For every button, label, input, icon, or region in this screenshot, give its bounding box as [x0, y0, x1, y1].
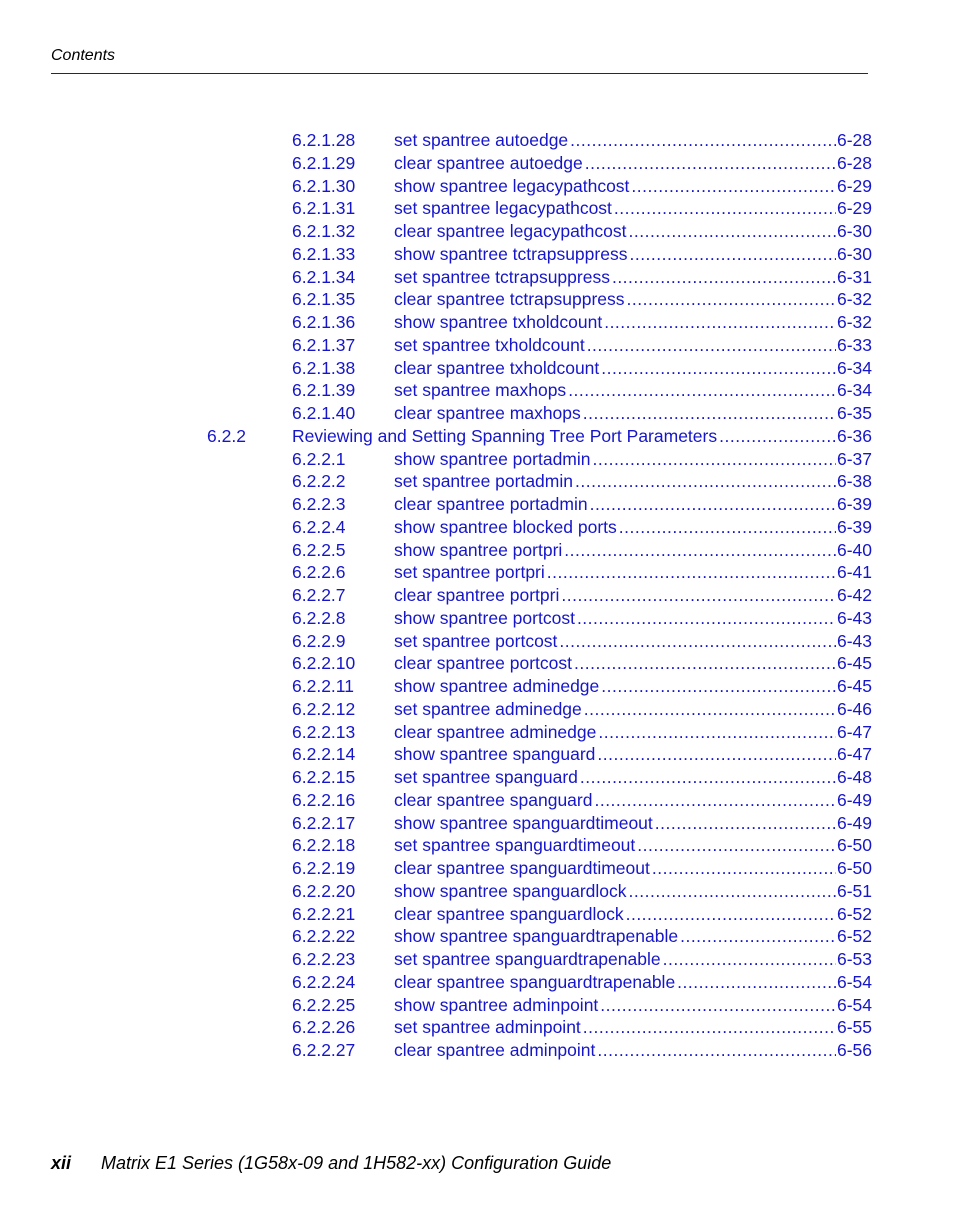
toc-entry-leader-line: [394, 766, 872, 789]
toc-entry-title-link[interactable]: clear spantree portpri: [394, 585, 560, 605]
toc-entry-leader-line: [394, 1016, 872, 1039]
dot-leader: [547, 561, 836, 584]
toc-entry-title-link[interactable]: show spantree tctrapsuppress: [394, 243, 628, 264]
toc-entry-number[interactable]: 6.2.2.26: [292, 1017, 356, 1038]
toc-entry-page-link[interactable]: 6-53: [836, 949, 872, 969]
toc-entry-title-link[interactable]: show spantree spanguard: [394, 744, 596, 765]
toc-entry-page-link[interactable]: 6-45: [836, 676, 872, 696]
toc-entry-number[interactable]: 6.2.2.21: [292, 903, 356, 924]
dot-leader: [626, 903, 836, 926]
toc-entry-number[interactable]: 6.2.2.24: [292, 971, 356, 992]
toc-entry[interactable]: [0, 379, 954, 402]
toc-entry[interactable]: [0, 630, 954, 653]
toc-entry[interactable]: [0, 925, 954, 948]
toc-entry-title-link[interactable]: set spantree autoedge: [394, 130, 569, 150]
dot-leader: [637, 834, 836, 857]
toc-entry-number[interactable]: 6.2.2.25: [292, 994, 356, 1015]
toc-entry-title-link[interactable]: show spantree adminedge: [394, 676, 600, 696]
toc-entry-number[interactable]: 6.2.1.36: [292, 312, 356, 332]
toc-entry-number[interactable]: 6.2.2.15: [292, 767, 356, 787]
toc-entry-title-link[interactable]: set spantree maxhops: [394, 380, 567, 401]
toc-entry-page-link[interactable]: 6-41: [836, 562, 872, 583]
dot-leader: [590, 493, 836, 516]
toc-entry[interactable]: [0, 266, 954, 289]
page-footer: [51, 1153, 611, 1174]
toc-entry-title-link[interactable]: set spantree adminedge: [394, 698, 582, 719]
toc-entry-page-link[interactable]: 6-56: [836, 1040, 872, 1060]
dot-leader: [584, 698, 836, 721]
toc-entry-page-link[interactable]: 6-34: [836, 357, 872, 378]
dot-leader: [612, 266, 836, 289]
header-divider: [51, 73, 868, 74]
dot-leader: [627, 288, 836, 311]
dot-leader: [597, 743, 836, 766]
toc-entry[interactable]: [0, 584, 954, 607]
toc-entry-number[interactable]: 6.2.2.8: [292, 607, 346, 628]
toc-entry-title-link[interactable]: set spantree spanguard: [394, 767, 578, 787]
toc-entry-title-link[interactable]: show spantree adminpoint: [394, 994, 599, 1015]
toc-entry-number[interactable]: 6.2.2.13: [292, 721, 356, 742]
toc-entry-page-link[interactable]: 6-50: [836, 858, 872, 878]
toc-entry-title-link[interactable]: show spantree spanguardlock: [394, 880, 627, 901]
toc-entry[interactable]: [0, 812, 954, 835]
toc-entry-leader-line: [394, 470, 872, 493]
toc-entry-page-link[interactable]: 6-48: [836, 767, 872, 787]
toc-entry-leader-line: [394, 607, 872, 630]
toc-entry-leader-line: [394, 721, 872, 744]
dot-leader: [655, 812, 836, 835]
toc-entry-page-link[interactable]: 6-52: [836, 903, 872, 924]
toc-entry-title-link[interactable]: set spantree portcost: [394, 630, 558, 651]
dot-leader: [587, 334, 836, 357]
toc-entry[interactable]: [0, 288, 954, 311]
toc-entry[interactable]: [0, 448, 954, 471]
dot-leader: [559, 630, 836, 653]
toc-entry[interactable]: [0, 539, 954, 562]
dot-leader: [597, 1039, 836, 1062]
toc-entry-leader-line: [394, 948, 872, 971]
toc-entry-number[interactable]: 6.2.1.39: [292, 380, 356, 401]
toc-entry-page-link[interactable]: 6-32: [836, 289, 872, 310]
toc-entry-page-link[interactable]: 6-47: [836, 721, 872, 742]
toc-entry-leader-line: [394, 220, 872, 243]
toc-entry-leader-line: [394, 925, 872, 948]
toc-entry-page-link[interactable]: 6-34: [836, 380, 872, 401]
toc-entry-number[interactable]: 6.2.2: [207, 425, 246, 446]
toc-entry-title-link[interactable]: set spantree txholdcount: [394, 334, 585, 355]
toc-entry-page-link[interactable]: 6-30: [836, 243, 872, 264]
toc-entry-number[interactable]: 6.2.2.27: [292, 1040, 356, 1060]
toc-entry-leader-line: [394, 129, 872, 152]
dot-leader: [631, 175, 836, 198]
toc-entry-title-link[interactable]: clear spantree adminedge: [394, 721, 597, 742]
dot-leader: [601, 357, 836, 380]
toc-entry-page-link[interactable]: 6-39: [836, 516, 872, 537]
toc-entry-title-link[interactable]: clear spantree spanguardtrapenable: [394, 971, 676, 992]
toc-entry-leader-line: [394, 516, 872, 539]
toc-entry-title-link[interactable]: Reviewing and Setting Spanning Tree Port Parameters: [292, 425, 718, 446]
toc-entry-number[interactable]: 6.2.2.9: [292, 630, 346, 651]
toc-entry-page-link[interactable]: 6-35: [836, 403, 872, 423]
toc-entry-leader-line: [394, 379, 872, 402]
toc-entry-leader-line: [394, 743, 872, 766]
dot-leader: [629, 220, 836, 243]
toc-entry-number[interactable]: 6.2.2.18: [292, 835, 356, 856]
toc-entry-title-link[interactable]: clear spantree portcost: [394, 653, 573, 674]
dot-leader: [580, 766, 836, 789]
toc-entry-title-link[interactable]: clear spantree spanguard: [394, 789, 593, 810]
toc-entry-number[interactable]: 6.2.1.34: [292, 266, 356, 287]
dot-leader: [601, 675, 836, 698]
toc-entry-page-link[interactable]: 6-29: [836, 175, 872, 196]
toc-entry-title-link[interactable]: set spantree spanguardtrapenable: [394, 949, 661, 969]
toc-entry-page-link[interactable]: 6-31: [836, 266, 872, 287]
toc-entry-leader-line: [394, 311, 872, 334]
toc-entry-leader-line: [394, 334, 872, 357]
footer-guide-title: Matrix E1 Series (1G58x-09 and 1H582-xx) Configuration Guide: [101, 1153, 612, 1173]
dot-leader: [619, 516, 836, 539]
toc-entry[interactable]: [0, 129, 954, 152]
toc-entry-number[interactable]: 6.2.2.14: [292, 744, 356, 765]
toc-entry-leader-line: [394, 197, 872, 220]
toc-entry-number[interactable]: 6.2.1.37: [292, 334, 356, 355]
toc-entry-leader-line: [394, 857, 872, 880]
toc-entry[interactable]: [0, 357, 954, 380]
toc-entry-page-link[interactable]: 6-54: [836, 994, 872, 1015]
toc-entry-title-link[interactable]: clear spantree portadmin: [394, 494, 588, 514]
toc-entry-page-link[interactable]: 6-45: [836, 653, 872, 674]
toc-entry[interactable]: [0, 1039, 954, 1062]
toc-entry-leader-line: [394, 812, 872, 835]
toc-entry-leader-line: [394, 903, 872, 926]
dot-leader: [598, 721, 836, 744]
toc-entry[interactable]: [0, 470, 954, 493]
toc-entry-number[interactable]: 6.2.1.32: [292, 221, 356, 241]
dot-leader: [677, 971, 836, 994]
toc-entry-number[interactable]: 6.2.2.22: [292, 926, 356, 947]
toc-entry-page-link[interactable]: 6-50: [836, 835, 872, 856]
toc-entry[interactable]: [0, 698, 954, 721]
toc-entry-page-link[interactable]: 6-42: [836, 585, 872, 605]
dot-leader: [629, 243, 836, 266]
toc-entry-number[interactable]: 6.2.1.28: [292, 130, 356, 150]
toc-entry-leader-line: [394, 652, 872, 675]
toc-entry-leader-line: [394, 994, 872, 1017]
toc-entry[interactable]: [0, 243, 954, 266]
toc-entry-leader-line: [394, 561, 872, 584]
toc-entry-number[interactable]: 6.2.2.20: [292, 880, 356, 901]
toc-entry-number[interactable]: 6.2.2.2: [292, 471, 346, 492]
toc-entry-title-link[interactable]: show spantree portpri: [394, 539, 563, 560]
toc-entry[interactable]: [0, 652, 954, 675]
toc-entry-number[interactable]: 6.2.1.33: [292, 243, 356, 264]
toc-entry-leader-line: [394, 448, 872, 471]
toc-entry-leader-line: [394, 266, 872, 289]
toc-entry[interactable]: [0, 994, 954, 1017]
toc-entry-title-link[interactable]: show spantree legacypathcost: [394, 175, 630, 196]
dot-leader: [585, 152, 836, 175]
footer-page-number: xii: [51, 1153, 72, 1173]
dot-leader: [614, 197, 836, 220]
toc-entry[interactable]: [0, 834, 954, 857]
toc-entry-title-link[interactable]: clear spantree autoedge: [394, 152, 583, 173]
toc-entry-leader-line: [394, 402, 872, 425]
toc-entry-title-link[interactable]: clear spantree legacypathcost: [394, 221, 627, 241]
toc-entry-title-link[interactable]: show spantree portcost: [394, 607, 575, 628]
toc-entry-leader-line: [394, 243, 872, 266]
toc-entry-number[interactable]: 6.2.2.12: [292, 698, 356, 719]
dot-leader: [568, 379, 836, 402]
dot-leader: [594, 789, 836, 812]
toc-entry-number[interactable]: 6.2.2.3: [292, 494, 346, 514]
toc-entry-number[interactable]: 6.2.2.4: [292, 516, 346, 537]
toc-entry[interactable]: [0, 743, 954, 766]
toc-entry-title-link[interactable]: show spantree spanguardtimeout: [394, 812, 653, 833]
toc-entry-leader-line: [394, 357, 872, 380]
dot-leader: [680, 925, 836, 948]
dot-leader: [564, 539, 836, 562]
toc-entry[interactable]: [0, 425, 954, 448]
toc-entry[interactable]: [0, 675, 954, 698]
toc-entry-title-link[interactable]: clear spantree spanguardlock: [394, 903, 624, 924]
toc-entry[interactable]: [0, 789, 954, 812]
toc-entry-page-link[interactable]: 6-49: [836, 789, 872, 810]
dot-leader: [604, 311, 836, 334]
toc-entry-leader-line: [292, 425, 872, 448]
toc-entry-page-link[interactable]: 6-36: [836, 425, 872, 446]
toc-entry-leader-line: [394, 789, 872, 812]
toc-entry-page-link[interactable]: 6-54: [836, 971, 872, 992]
dot-leader: [561, 584, 836, 607]
toc-entry-number[interactable]: 6.2.2.16: [292, 789, 356, 810]
toc-entry-title-link[interactable]: set spantree tctrapsuppress: [394, 266, 610, 287]
toc-entry-title-link[interactable]: clear spantree maxhops: [394, 403, 581, 423]
dot-leader: [600, 994, 836, 1017]
toc-entry-title-link[interactable]: clear spantree tctrapsuppress: [394, 289, 625, 310]
toc-entry-title-link[interactable]: show spantree spanguardtrapenable: [394, 926, 679, 947]
toc-entry[interactable]: [0, 607, 954, 630]
toc-entry-leader-line: [394, 175, 872, 198]
toc-entry-page-link[interactable]: 6-43: [836, 630, 872, 651]
toc-entry-number[interactable]: 6.2.2.6: [292, 562, 346, 583]
toc-entry-page-link[interactable]: 6-28: [836, 152, 872, 173]
toc-entry-page-link[interactable]: 6-52: [836, 926, 872, 947]
toc-entry-page-link[interactable]: 6-33: [836, 334, 872, 355]
toc-entry[interactable]: [0, 721, 954, 744]
toc-entry-page-link[interactable]: 6-49: [836, 812, 872, 833]
running-header: Contents: [51, 47, 116, 64]
toc-entry-leader-line: [394, 1039, 872, 1062]
toc-entry[interactable]: [0, 402, 954, 425]
toc-entry-title-link[interactable]: set spantree portpri: [394, 562, 545, 583]
toc-entry-title-link[interactable]: show spantree blocked ports: [394, 516, 617, 537]
toc-entry-page-link[interactable]: 6-39: [836, 494, 872, 514]
toc-entry-page-link[interactable]: 6-40: [836, 539, 872, 560]
toc-entry-number[interactable]: 6.2.2.19: [292, 858, 356, 878]
toc-entry[interactable]: [0, 857, 954, 880]
toc-entry-title-link[interactable]: show spantree txholdcount: [394, 312, 603, 332]
dot-leader: [719, 425, 836, 448]
toc-entry-leader-line: [394, 152, 872, 175]
toc-entry[interactable]: [0, 197, 954, 220]
toc-entry-page-link[interactable]: 6-51: [836, 880, 872, 901]
toc-entry-leader-line: [394, 880, 872, 903]
dot-leader: [574, 652, 836, 675]
dot-leader: [575, 470, 836, 493]
toc-entry-leader-line: [394, 834, 872, 857]
toc-entry-leader-line: [394, 539, 872, 562]
toc-entry-page-link[interactable]: 6-30: [836, 221, 872, 241]
toc-entry[interactable]: [0, 766, 954, 789]
dot-leader: [629, 880, 836, 903]
toc-entry-title-link[interactable]: clear spantree txholdcount: [394, 357, 600, 378]
toc-entry[interactable]: [0, 1016, 954, 1039]
dot-leader: [663, 948, 836, 971]
toc-entry-page-link[interactable]: 6-29: [836, 198, 872, 219]
toc-entry-leader-line: [394, 584, 872, 607]
toc-entry-title-link[interactable]: clear spantree spanguardtimeout: [394, 858, 650, 878]
toc-entry-number[interactable]: 6.2.2.11: [292, 676, 354, 696]
toc-entry-number[interactable]: 6.2.2.5: [292, 539, 346, 560]
toc-entry-page-link[interactable]: 6-46: [836, 698, 872, 719]
toc-entry-number[interactable]: 6.2.2.7: [292, 585, 346, 605]
toc-entry-title-link[interactable]: set spantree portadmin: [394, 471, 573, 492]
toc-entry-title-link[interactable]: show spantree portadmin: [394, 448, 591, 469]
toc-entry-number[interactable]: 6.2.1.29: [292, 152, 356, 173]
dot-leader: [652, 857, 836, 880]
toc-entry-leader-line: [394, 675, 872, 698]
toc-entry-number[interactable]: 6.2.1.40: [292, 403, 356, 423]
toc-entry[interactable]: [0, 311, 954, 334]
toc-entry-leader-line: [394, 971, 872, 994]
toc-entry-number[interactable]: 6.2.2.17: [292, 812, 356, 833]
toc-entry-leader-line: [394, 698, 872, 721]
table-of-contents: [0, 129, 954, 1062]
toc-entry-number[interactable]: 6.2.1.38: [292, 357, 356, 378]
toc-entry-page-link[interactable]: 6-55: [836, 1017, 872, 1038]
toc-entry[interactable]: [0, 880, 954, 903]
toc-entry[interactable]: [0, 516, 954, 539]
toc-entry-page-link[interactable]: 6-32: [836, 312, 872, 332]
toc-entry-title-link[interactable]: set spantree spanguardtimeout: [394, 835, 636, 856]
toc-entry-leader-line: [394, 493, 872, 516]
toc-entry-number[interactable]: 6.2.2.10: [292, 653, 356, 674]
toc-entry[interactable]: [0, 152, 954, 175]
toc-entry-number[interactable]: 6.2.2.23: [292, 949, 356, 969]
toc-entry-title-link[interactable]: set spantree legacypathcost: [394, 198, 612, 219]
toc-entry-page-link[interactable]: 6-37: [836, 448, 872, 469]
toc-entry[interactable]: [0, 971, 954, 994]
toc-entry[interactable]: [0, 175, 954, 198]
toc-entry-number[interactable]: 6.2.1.30: [292, 175, 356, 196]
toc-entry-leader-line: [394, 288, 872, 311]
dot-leader: [593, 448, 836, 471]
dot-leader: [577, 607, 836, 630]
dot-leader: [583, 402, 836, 425]
toc-entry[interactable]: [0, 334, 954, 357]
toc-entry[interactable]: [0, 561, 954, 584]
toc-entry[interactable]: [0, 948, 954, 971]
toc-entry[interactable]: [0, 903, 954, 926]
toc-entry[interactable]: [0, 493, 954, 516]
dot-leader: [570, 129, 836, 152]
toc-entry-title-link[interactable]: clear spantree adminpoint: [394, 1040, 596, 1060]
toc-entry-page-link[interactable]: 6-47: [836, 744, 872, 765]
dot-leader: [583, 1016, 836, 1039]
toc-entry-page-link[interactable]: 6-38: [836, 471, 872, 492]
toc-entry-leader-line: [394, 630, 872, 653]
toc-entry-page-link[interactable]: 6-28: [836, 130, 872, 150]
toc-entry[interactable]: [0, 220, 954, 243]
toc-entry-number[interactable]: 6.2.1.35: [292, 289, 356, 310]
toc-entry-number[interactable]: 6.2.2.1: [292, 448, 346, 469]
toc-entry-page-link[interactable]: 6-43: [836, 607, 872, 628]
toc-entry-number[interactable]: 6.2.1.31: [292, 198, 356, 219]
toc-entry-title-link[interactable]: set spantree adminpoint: [394, 1017, 581, 1038]
